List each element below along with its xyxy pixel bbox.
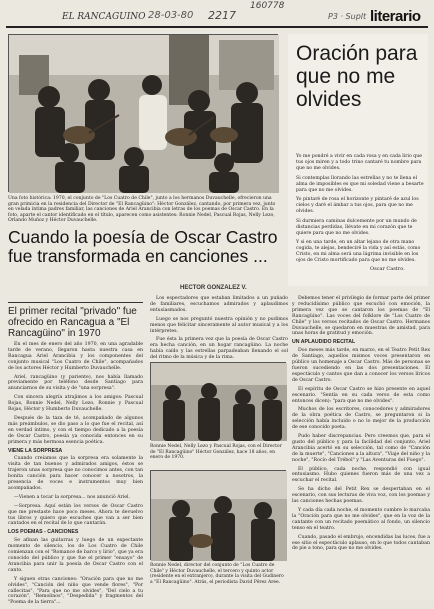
group-photo-illustration bbox=[9, 35, 279, 193]
group-photo-2-illustration bbox=[151, 363, 287, 441]
photo-conjunto bbox=[150, 470, 286, 560]
header-rule bbox=[6, 26, 428, 28]
masthead: EL RANCAGUINO bbox=[62, 12, 146, 22]
photo-caption-2: Ronnie Nedel, Nelly Lezo y Pascual Rojas, con el Director de "El Rancagüino" Héctor González, hace 18 años, en enero de 1970. bbox=[150, 444, 282, 460]
paragraph: Con sincera alegría atrajimos a los amigos: Pascual Rojas, Ronnie Nedel, Nelly Lezo, Ronnie y Pascual Rojas, Héctor y Humberto Duvauchelle. bbox=[8, 395, 143, 413]
subheading: VIENE LA SORPRESA bbox=[8, 447, 63, 454]
poem-title: Oración para que no me olvides bbox=[296, 42, 418, 111]
poem-stanza: Yo pintaré de rosa el horizonte y pintaré de azul los cielos y daré el ámbar a tus ojos, para que no me olvides. bbox=[296, 197, 419, 214]
main-group-photo bbox=[8, 34, 278, 192]
handwritten-page-note: P3 · Suplt bbox=[328, 12, 367, 21]
handwritten-reference: 2217 bbox=[208, 9, 236, 22]
poem-box bbox=[288, 34, 428, 286]
paragraph: Y siguen otras canciones: "Oración para que no me olvides", "Canción del niño que vende flores", "Por callecitas", "Para que no me olvides", "Del cielo a tu corazón", "Remolinos", "Despedida" y fragmentos del "Poema de la tierra"... bbox=[8, 576, 143, 606]
main-headline: Cuando la poesía de Oscar Castro fue transformada en canciones ... bbox=[8, 227, 278, 266]
handwritten-archive-number: 160778 bbox=[250, 1, 285, 11]
paragraph: Muchos de los escritores, conocedores y admiradores de la obra poética de Castro, se preguntaron si la selección había incluido o no lo mejor de la producción de ese conocido poeta. bbox=[292, 407, 430, 431]
paragraph: —Vienen a tocar la sorpresa... nos anunció Ariel. bbox=[14, 494, 131, 500]
paragraph: Debemos tener el privilegio de formar parte del primer y reducidísimo público que escuchó con emoción, la primera vez que se cantaron los poemas de "El Rancagüino". Las voces del folklore de "Los Cuatro de Chile" y los versos recitados de Oscar Castro. Hermanos Duvauchelle, se quedaron en muestras de amistad, para unas horas de gratitud y emoción. bbox=[292, 296, 430, 337]
paragraph: Y cada día cada noche, el momento cumbre lo marcaba la "Oración para que no me olvides", que en la voz de la cantante con un recitado poemático al fondo, un silencio tenso en el teatro. bbox=[292, 508, 430, 531]
paragraph: En el mes de enero del año 1970, en una agradable tarde de verano, llegaron hasta nuestra casa en Rancagua Ariel Arancibia y los componentes del conjunto musical "Los Cuatro de Chile", acompañados de los actores Héctor y Humberto Duvauchelle. bbox=[8, 342, 143, 371]
paragraph: El espíritu de Oscar Castro se hizo presente en aquel escenario. "Sentía en su cada verso de esta como entonces dicen): "para que no me olvides". bbox=[292, 386, 430, 404]
poem-stanza: Yo me pondré a vivir en cada rosa y en cada lirio que tus ojos miren y a todo trino cantaré tu nombre para que no me olvides. bbox=[296, 154, 423, 171]
article-column-3 bbox=[292, 296, 430, 555]
poem-author: Oscar Castro. bbox=[370, 266, 405, 272]
section-label: literario bbox=[370, 8, 421, 25]
paragraph: El público, cada noche, respondió con igual entusiasmo. Hubo quienes fueron más de una vez a escuchar el recital. bbox=[292, 466, 430, 484]
article-column-1 bbox=[8, 342, 143, 609]
photo-group-with-director bbox=[150, 362, 286, 440]
paragraph: Dos meses más tarde, en marzo, en el Teatro Petit Rex de Santiago, aquellos mismos voces presentaron en público un homenaje a Oscar Castro. Más de personas se fueron sucediendo en las dos presentaciones. El espectáculo y cantos que dan a conocer los versos líricos de Oscar Castro. bbox=[292, 348, 430, 383]
paragraph: Los espectadores que estaban limitados a un puñado de familiares, escuchamos admirados y aplaudimos entusiasmados. bbox=[150, 296, 288, 313]
paragraph: Después de la taza de té, acompañado de algunos más preámbulos, se dio paso a lo que fue el recital, así en verdad íntimo, y con el tiempo dedicado a la poesía de Oscar Castro, poesía ya conocida entonces en su primera y más hermosa esencia poética. bbox=[8, 415, 143, 445]
paragraph: Luego se nos preguntó nuestra opinión y no pudimos menos que felicitar sinceramente al autor musical y a los intérpretes. bbox=[150, 316, 288, 334]
paragraph: —Sorpresa. Aquí están los versos de Oscar Castro que me prestaste hace poco meses. Ahora te devuelvo tus libros y quiero que escuches que van a ser bien cantados en el recital de lo que cantarán. bbox=[8, 503, 143, 527]
subheading: LOS POEMAS - CANCIONES bbox=[8, 529, 79, 536]
main-photo-caption: Una foto histórica: 1970, el conjunto de "Los Cuatro de Chile", junto a los hermanos Duvauchelle, ofrecieron una gran primicia en la residencia del Director de "El Rancagüino": Héctor González, cantando, por primera vez, junto en velada íntima padres familiar, las canciones de Ariel Arancibia con letras de los poemas de Oscar Castro. En la foto, aparte el cantor identificado en el título, aparecen como asistentes: Ronnie Nedel, Pascual Rojas, Nelly Lezo, Orlando Muñoz y Héctor Duvauchelle. bbox=[8, 196, 276, 224]
paragraph: Ariel, rancagüino (y pariente), nos había llamado previamente por teléfono desde Santiago para anunciarnos de su visita y de "una sorpresa". bbox=[8, 374, 143, 392]
subheading: UN APLAUDIDO RECITAL bbox=[292, 339, 356, 346]
handwritten-date: 28-03-80 bbox=[148, 10, 194, 21]
clipping-header bbox=[6, 8, 430, 26]
photo-caption-3: Ronnie Nedel, director del conjunto de "Los Cuatro de Chile" y Héctor Duvauchelle, el tercero y quinto actor (residente en el extranjero), durante la visita del Gudinero a "El Rancagüino". Atrás, el periodista David Pérez Aree. bbox=[150, 563, 284, 585]
paragraph: Se afinan las guitarras y luego de un expectante momento de silencio, los de Los Cuatro de Chile comienzan con el "Romance de barco y lirio", que ya era conocido del público y que fue el primer "ensayo" de Arancibia para unir la poesía de Oscar Castro con el canto. bbox=[8, 538, 143, 573]
poem-stanza: Y si en una tarde, en un altar lejano de otra mano cogida, te alejas, bendeciré la vida y así estás, como Cristo, en mi alma será una lágrima invisible en los ojos de Cristo mortificado para que no me olvides. bbox=[296, 240, 421, 263]
group-photo-3-illustration bbox=[151, 471, 287, 561]
paragraph: Se ha dicho del Petit Rex se despertaban en el escenario, con sus lecturas de viva voz, con los poemas y las canciones hechas poemas. bbox=[292, 487, 430, 505]
paragraph: Cuando, pasado el embrujo, encendidas las luces, fue a ese sitio el espectáculo aplauso, en lo que todos cantaban de pie a tono, para que no me olvides. bbox=[292, 534, 430, 552]
paragraph: Cuando creíamos que la sorpresa era solamente la visita de tan buenos y admirados amigos, éstos se trajeron unas sorpresa que no conocimos antes, con tan bonita canción para hacer conocer a nosotros, la presencia de voces e instrumentos muy bien acompañados. bbox=[8, 456, 143, 491]
byline: HECTOR GONZALEZ V. bbox=[180, 285, 247, 291]
article-deck: El primer recital "privado" fue ofrecido en Rancagua a "El Rancagüino" in 1970 bbox=[8, 302, 143, 339]
article-column-2 bbox=[150, 296, 288, 364]
poem-body bbox=[296, 154, 424, 268]
poem-stanza: Si contemplas llorando las estrellas y no te llena el alma de imposibles es que mi soledad viene a besarte para que no me olvides. bbox=[296, 175, 424, 193]
poem-stanza: Si durmiera caminas dulcemente por un mundo de distancias perdidas, llévate en mi corazón que te quiere para que no me olvides. bbox=[296, 218, 417, 236]
paragraph: Fue ésta la primera vez que la poesía de Oscar Castro era hecha canción, en un hogar rancagüino. La noche había caído y las estrellas parpadeaban llenando el sol del ritmo de la música y de la rima. bbox=[150, 337, 288, 361]
paragraph: Pudo haber discrepancias. Pero creemos que, para el gusto del público y para la facilidad del conjunto, Ariel Arancibia acertó en su selección, tal como de "Canción de la muerte", "Canciones a la altura", "Viaje del niño y la noche", "Rocío del Trébol" y "Las Aventuras del Fuego". bbox=[292, 434, 430, 463]
